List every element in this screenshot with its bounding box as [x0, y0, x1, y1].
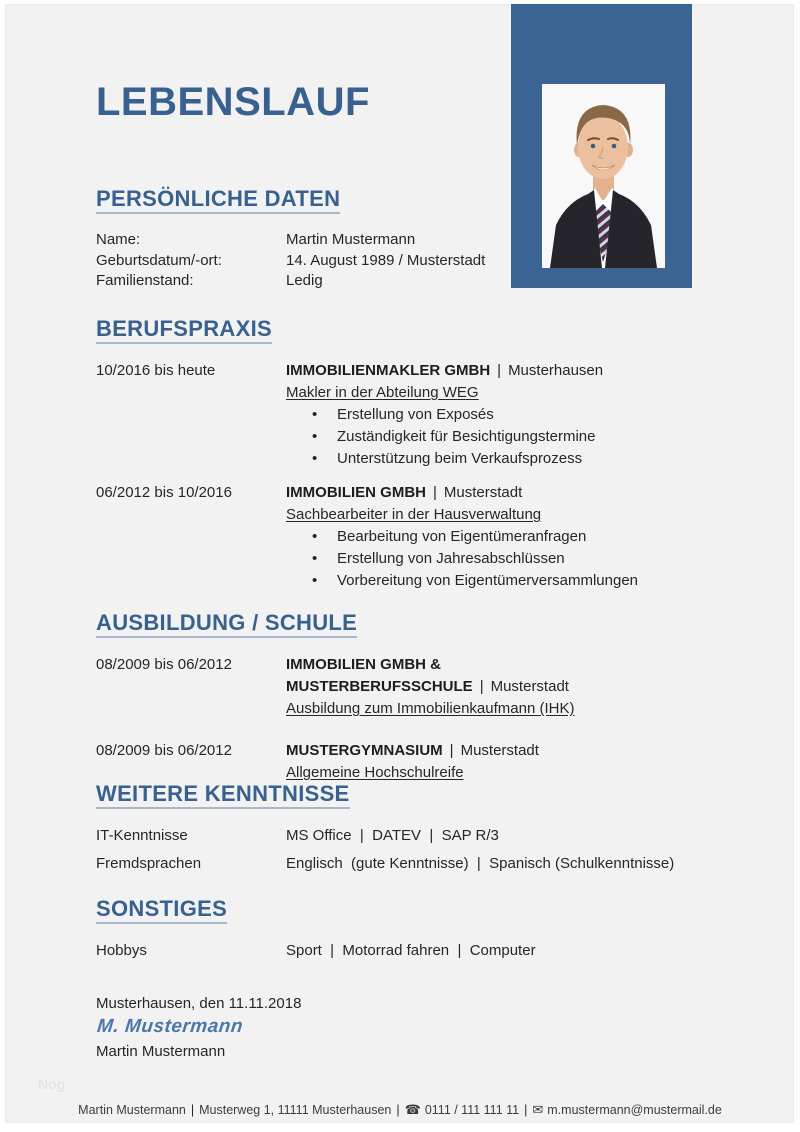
- footer-name: Martin Mustermann: [78, 1103, 186, 1117]
- bullet-item: [286, 404, 716, 426]
- marital-label: Familienstand:: [96, 272, 194, 289]
- skills-heading: WEITERE KENNTNISSE: [96, 781, 716, 807]
- pipe-separator: |: [396, 1103, 400, 1117]
- bullet-item: [286, 548, 716, 570]
- entry-role: Ausbildung zum Immobilienkaufmann (IHK): [286, 700, 575, 717]
- education-entry: [96, 654, 716, 720]
- bullet-text: Unterstützung beim Verkaufsprozess: [337, 450, 583, 467]
- pipe-separator: |: [479, 678, 484, 695]
- entry-company: IMMOBILIENMAKLER GMBH: [286, 362, 491, 379]
- entry-role: Sachbearbeiter in der Hausverwaltung: [286, 506, 542, 523]
- bullet-item: [286, 526, 716, 548]
- bullet-icon: •: [312, 528, 318, 545]
- personal-row-marital: [96, 271, 716, 292]
- experience-entry: [96, 482, 716, 592]
- handwritten-signature: M. Mustermann: [96, 1016, 245, 1037]
- entry-company-line: [286, 740, 716, 762]
- entry-period: 10/2016 bis heute: [96, 362, 216, 379]
- bullet-icon: •: [312, 450, 318, 467]
- entry-bullet-list: [286, 526, 716, 592]
- bullet-text: Vorbereitung von Eigentümerversammlungen: [337, 572, 639, 589]
- it-skills-value: MS Office | DATEV | SAP R/3: [286, 827, 499, 844]
- entry-role: Allgemeine Hochschulreife: [286, 764, 464, 781]
- entry-company-line: [286, 654, 716, 698]
- signature-block: [96, 994, 596, 1062]
- entry-period: 06/2012 bis 10/2016: [96, 484, 232, 501]
- birth-label: Geburtsdatum/-ort:: [96, 251, 222, 269]
- bullet-item: [286, 570, 716, 592]
- hobbies-label: Hobbys: [96, 942, 147, 959]
- watermark-text: Nog: [38, 1076, 66, 1092]
- bullet-item: [286, 426, 716, 448]
- skills-row-languages: [96, 853, 716, 875]
- footer-address: Musterweg 1, 11111 Musterhausen: [199, 1103, 392, 1117]
- entry-location: Musterstadt: [443, 484, 523, 501]
- pipe-separator: |: [433, 484, 437, 501]
- entry-location: Musterstadt: [460, 742, 539, 759]
- section-miscellaneous: [96, 896, 716, 962]
- personal-row-name: [96, 230, 716, 251]
- bullet-text: Bearbeitung von Eigentümeranfragen: [337, 528, 587, 545]
- bullet-text: Zuständigkeit für Besichtigungstermine: [337, 428, 596, 445]
- hobbies-value: Sport | Motorrad fahren | Computer: [286, 942, 536, 959]
- pipe-separator: |: [524, 1103, 528, 1117]
- entry-role: Makler in der Abteilung WEG: [286, 384, 479, 401]
- skills-row-it: [96, 825, 716, 847]
- personal-data-heading: PERSÖNLICHE DATEN: [96, 186, 716, 212]
- bullet-text: Erstellung von Jahresabschlüssen: [337, 550, 565, 567]
- name-label: Name:: [96, 231, 141, 248]
- section-personal-data: [96, 186, 716, 292]
- education-entry: [96, 740, 716, 784]
- entry-company-line: [286, 360, 716, 382]
- bullet-item: [286, 448, 716, 470]
- entry-company: IMMOBILIEN GMBH & MUSTERBERUFSSCHULE: [286, 656, 473, 695]
- bullet-icon: •: [312, 550, 318, 567]
- footer-contact-line: [0, 1102, 800, 1118]
- footer-email: m.mustermann@mustermail.de: [547, 1103, 722, 1117]
- misc-row-hobbies: [96, 940, 716, 962]
- education-heading: AUSBILDUNG / SCHULE: [96, 610, 716, 636]
- name-value: Martin Mustermann: [286, 231, 416, 248]
- footer-phone: 0111 / 111 111 11: [424, 1103, 520, 1117]
- bullet-text: Erstellung von Exposés: [337, 406, 494, 423]
- place-and-date: Musterhausen, den 11.11.2018: [96, 995, 302, 1012]
- personal-row-birth: [96, 251, 716, 272]
- entry-company: MUSTERGYMNASIUM: [286, 742, 443, 759]
- pipe-separator: |: [497, 362, 502, 379]
- entry-location: Musterstadt: [490, 678, 569, 695]
- entry-company-line: [286, 482, 716, 504]
- bullet-icon: •: [312, 572, 318, 589]
- pipe-separator: |: [190, 1103, 195, 1117]
- it-skills-label: IT-Kenntnisse: [96, 827, 188, 844]
- work-experience-heading: BERUFSPRAXIS: [96, 316, 716, 342]
- bullet-icon: •: [312, 428, 318, 445]
- email-icon: ✉: [532, 1102, 544, 1117]
- phone-icon: ☎: [404, 1102, 421, 1117]
- section-additional-skills: [96, 781, 716, 875]
- signature-printed-name: Martin Mustermann: [96, 1043, 226, 1060]
- entry-location: Musterhausen: [508, 362, 604, 379]
- birth-value: 14. August 1989 / Musterstadt: [286, 251, 486, 269]
- page-title: LEBENSLAUF: [96, 80, 370, 124]
- entry-company: IMMOBILIEN GMBH: [286, 484, 426, 501]
- marital-value: Ledig: [286, 272, 323, 289]
- miscellaneous-heading: SONSTIGES: [96, 896, 716, 922]
- languages-label: Fremdsprachen: [96, 855, 202, 872]
- section-work-experience: [96, 316, 716, 592]
- entry-bullet-list: [286, 404, 716, 470]
- section-education: [96, 610, 716, 784]
- bullet-icon: •: [312, 406, 318, 423]
- languages-value: Englisch (gute Kenntnisse) | Spanisch (Schulkenntnisse): [286, 855, 675, 872]
- pipe-separator: |: [449, 742, 454, 759]
- entry-period: 08/2009 bis 06/2012: [96, 742, 232, 759]
- entry-period: 08/2009 bis 06/2012: [96, 656, 232, 673]
- experience-entry: [96, 360, 716, 470]
